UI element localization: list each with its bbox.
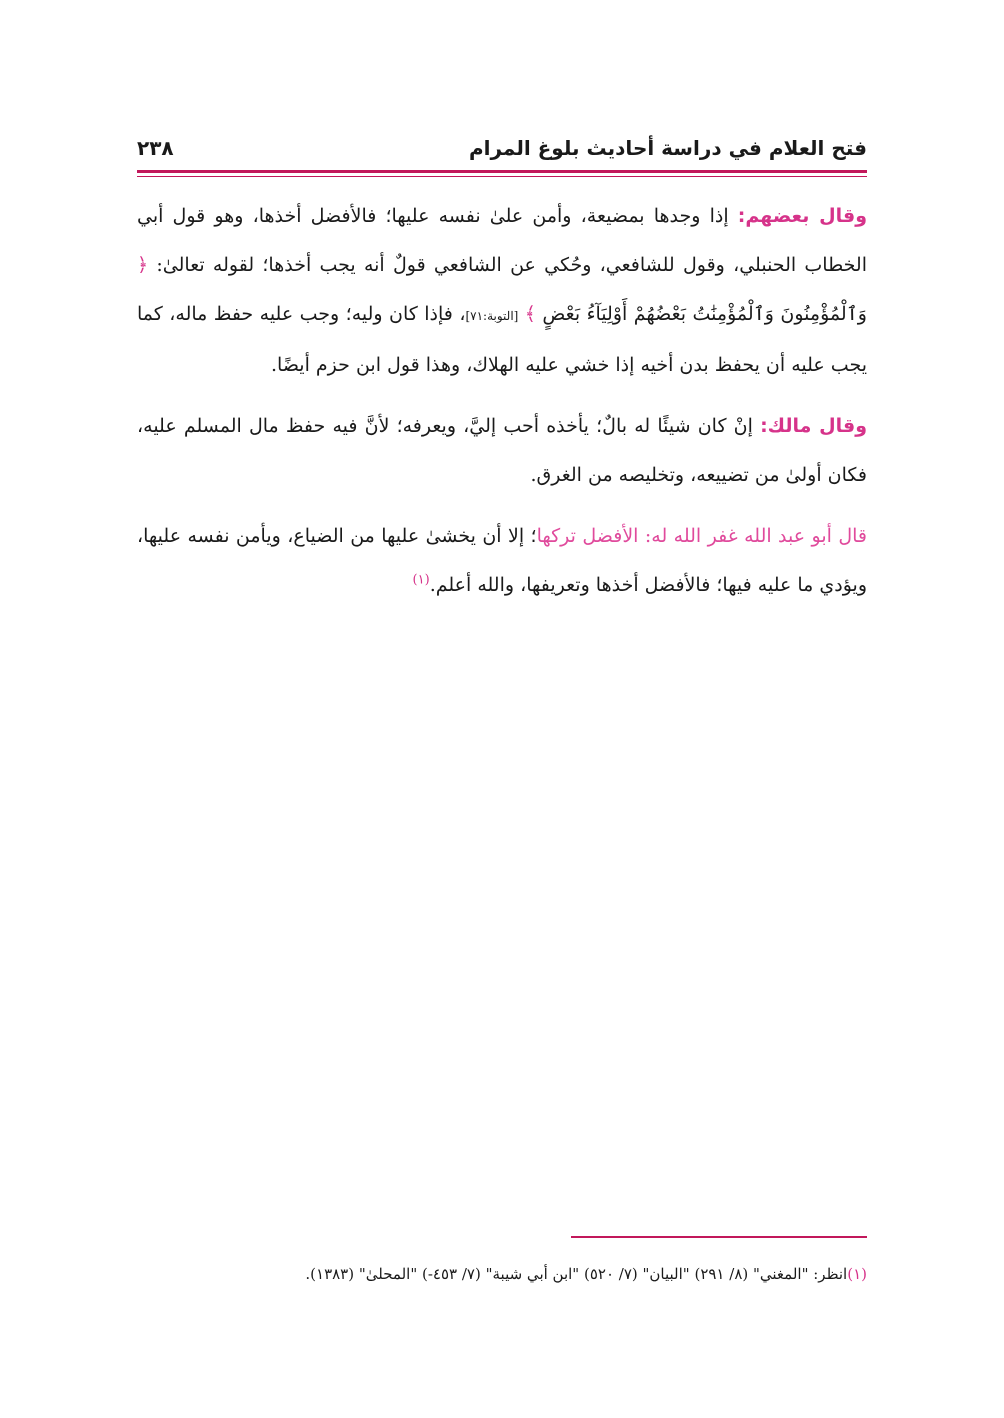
book-title: فتح العلام في دراسة أحاديث بلوغ المرام (468, 136, 867, 160)
quran-verse: وَٱلْمُؤْمِنُونَ وَٱلْمُؤْمِنَٰتُ بَعْضُهُمْ أَوْلِيَآءُ بَعْضٍ (542, 303, 867, 325)
running-header (137, 128, 867, 168)
header-rule-thin (137, 176, 867, 177)
footnote-text: انظر: "المغني" (٨/ ٢٩١) "البيان" (٧/ ٥٢٠) "ابن أبي شيبة" (٧/ ٤٥٣-) "المحلىٰ" (١٣٨٣). (305, 1265, 848, 1283)
paragraph-lead: وقال مالك: (760, 415, 867, 437)
main-text (137, 192, 867, 622)
paragraph-text: إنْ كان شيئًا له بالٌ؛ يأخذه أحب إليَّ، ويعرفه؛ لأنَّ فيه حفظ مال المسلم عليه، فكان أولىٰ من تضييعه، وتخليصه من الغرق. (137, 415, 867, 486)
paragraph-text: إذا وجدها بمضيعة، وأمن علىٰ نفسه عليها؛ فالأفضل أخذها، وهو قول أبي الخطاب الحنبلي، وقول للشافعي، وحُكي عن الشافعي قولٌ أنه يجب أخذها؛ لقوله تعالىٰ: (137, 205, 867, 276)
footnote (137, 1262, 867, 1286)
footnote-marker[interactable]: (١) (412, 572, 430, 588)
verse-reference: [التوبة:٧١] (465, 309, 519, 323)
page-number: ٢٣٨ (137, 136, 174, 160)
footnote-number: (١) (847, 1265, 867, 1283)
paragraph-text-after: ، فإذا كان وليه؛ وجب عليه حفظ ماله، كما يجب عليه أن يحفظ بدن أخيه إذا خشي عليه الهلاك، وهذا قول ابن حزم أيضًا. (137, 303, 867, 376)
paragraph-lead: وقال بعضهم: (737, 205, 868, 227)
header-rule-thick (137, 170, 867, 173)
paragraph-2 (137, 402, 867, 500)
paragraph-3 (137, 512, 867, 610)
footnote-rule (571, 1236, 867, 1238)
paragraph-text: ؛ إلا أن يخشىٰ عليها من الضياع، ويأمن نفسه عليها، ويؤدي ما عليه فيها؛ فالأفضل أخذها وتعريفها، والله أعلم. (137, 525, 867, 596)
verse-bracket-close: ﴾ (524, 303, 536, 325)
verse-bracket-open: ﴿ (137, 254, 149, 276)
author-opinion: قال أبو عبد الله غفر الله له: الأفضل تركها (536, 525, 868, 547)
paragraph-1 (137, 192, 867, 390)
